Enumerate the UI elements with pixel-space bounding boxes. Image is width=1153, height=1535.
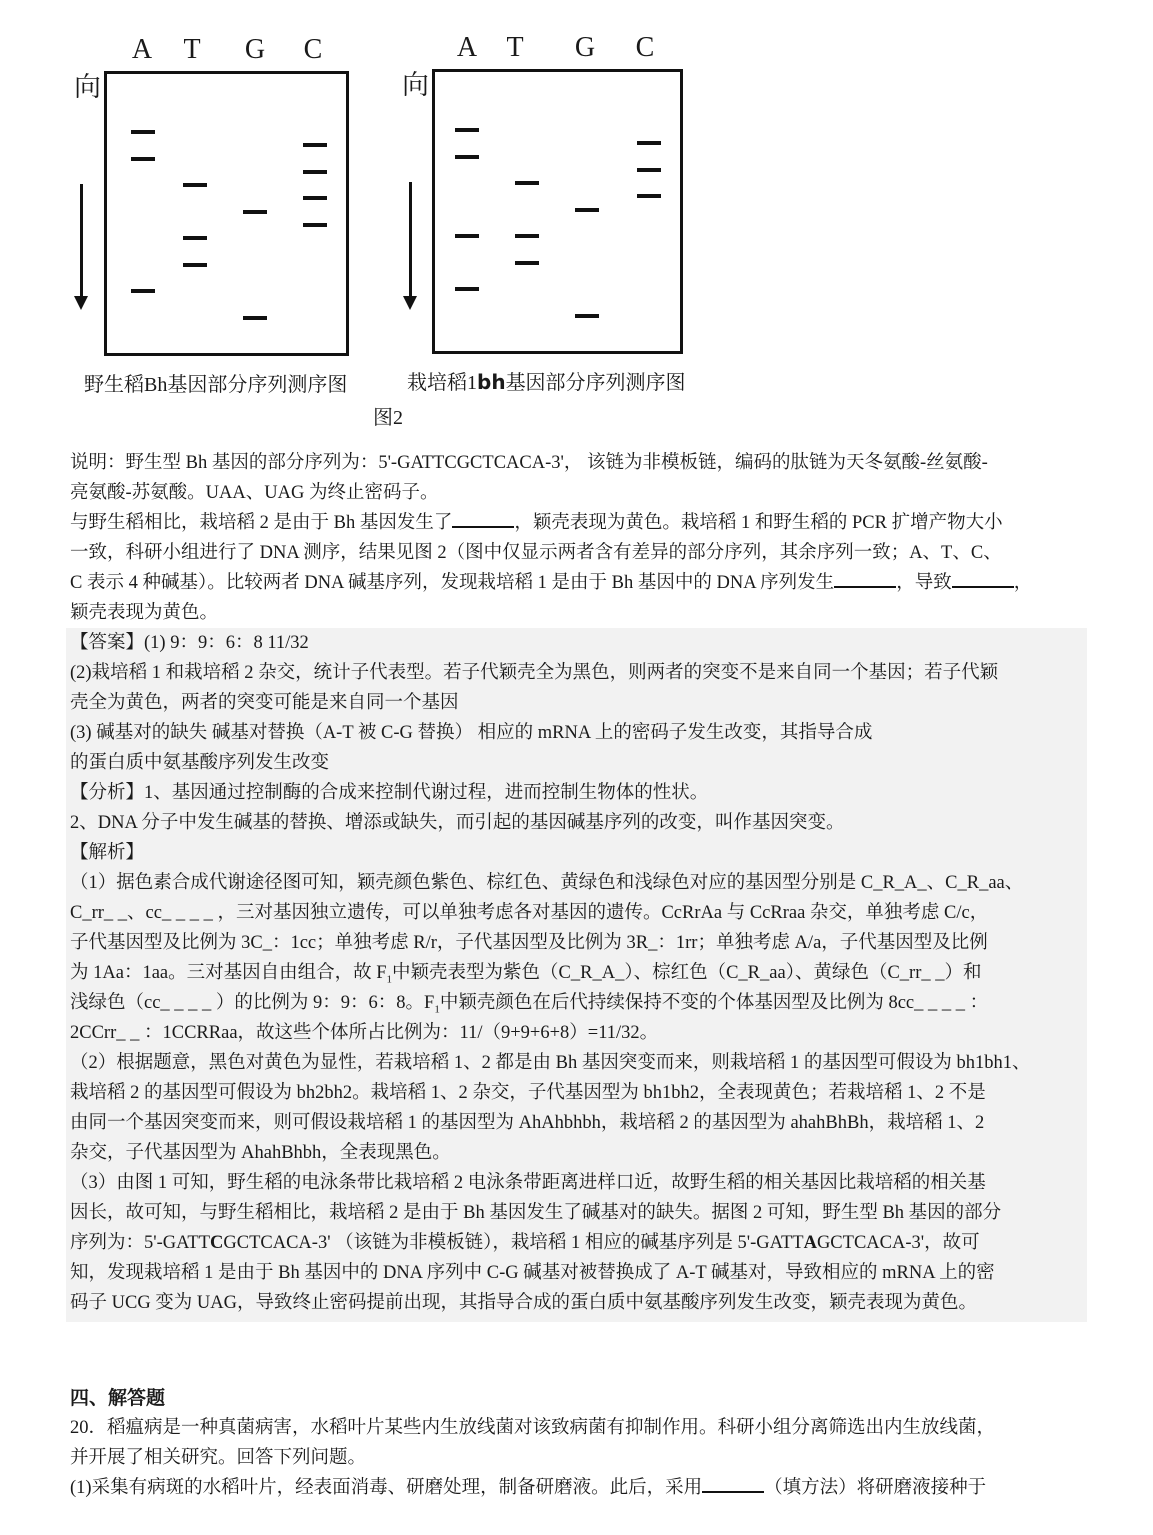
caption-suffix: 基因部分序列测序图 — [505, 372, 686, 394]
band-c — [637, 168, 661, 172]
explanation-text: 中颖壳颜色在后代持续保持不变的个体基因型及比例为 8cc_ _ _ _ ： — [439, 993, 989, 1013]
question-line — [70, 568, 1086, 598]
band-c — [303, 170, 327, 174]
explanation-line: 栽培稻 2 的基因型可假设为 bh2bh2。栽培稻 1、2 杂交，子代基因型为 bh1bh2，全表现黄色；若栽培稻 1、2 不是 — [70, 1083, 986, 1103]
band-c — [303, 223, 327, 227]
band-c — [303, 196, 327, 200]
band-a — [131, 157, 155, 161]
explanation-line: 2CCrr_ _ ：1CCRRaa，故这些个体所占比例为：11/（9+9+6+8）=11/32。 — [70, 1023, 659, 1043]
lane-label-a: A — [456, 32, 478, 63]
question-20 — [70, 1413, 1086, 1503]
description-line: 亮氨酸-苏氨酸。UAA、UAG 为终止密码子。 — [70, 483, 439, 503]
highlighted-base: A — [803, 1233, 817, 1253]
answer-line: 的蛋白质中氨基酸序列发生改变 — [70, 753, 330, 773]
explanation-line: 码子 UCG 变为 UAG，导致终止密码提前出现，其指导合成的蛋白质中氨基酸序列发生改变，颖壳表现为黄色。 — [70, 1293, 978, 1313]
band-g — [575, 314, 599, 318]
explanation-line: 子代基因型及比例为 3C_：1cc；单独考虑 R/r，子代基因型及比例为 3R_：1rr；单独考虑 A/a，子代基因型及比例 — [70, 933, 988, 953]
subscript: 1 — [386, 973, 393, 986]
explanation-line: 杂交，子代基因型为 AhahBhbh，全表现黑色。 — [70, 1143, 451, 1163]
direction-arrow-line — [80, 184, 83, 300]
band-t — [183, 263, 207, 267]
answer-line: 壳全为黄色，两者的突变可能是来自同一个基因 — [70, 693, 459, 713]
explanation-heading: 【解析】 — [70, 843, 145, 863]
lane-label-g: G — [574, 32, 596, 63]
band-a — [455, 155, 479, 159]
highlighted-base: C — [210, 1233, 224, 1253]
lane-label-a: A — [131, 34, 153, 65]
band-c — [637, 141, 661, 145]
lane-label-t: T — [506, 32, 524, 63]
question-line: 颖壳表现为黄色。 — [70, 603, 219, 623]
question-line: 一致，科研小组进行了 DNA 测序，结果见图 2（图中仅显示两者含有差异的部分序列，其余序列一致；A、T、C、 — [70, 543, 1002, 563]
question-line: 20．稻瘟病是一种真菌病害，水稻叶片某些内生放线菌对该致病菌有抑制作用。科研小组分离筛选出内生放线菌， — [70, 1418, 996, 1438]
description — [70, 448, 1086, 628]
band-t — [183, 236, 207, 240]
answer-line: (2)栽培稻 1 和栽培稻 2 杂交，统计子代表型。若子代颖壳全为黑色，则两者的突变不是来自同一个基因；若子代颖 — [70, 663, 999, 683]
gel-box — [104, 71, 349, 356]
explanation-text: 浅绿色（cc_ _ _ _ ）的比例为 9：9：6：8。F — [70, 993, 435, 1013]
question-text: ， — [1013, 573, 1033, 593]
explanation-text: GCTCACA-3'，故可 — [816, 1233, 980, 1253]
answer-line: (3) 碱基对的缺失 碱基对替换（A-T 被 C-G 替换） 相应的 mRNA 上的密码子发生改变，其指导合成 — [70, 723, 873, 743]
band-a — [455, 287, 479, 291]
caption-prefix: 野生稻 — [84, 374, 144, 396]
answer-blank[interactable] — [452, 508, 514, 528]
answer-blank[interactable] — [952, 568, 1014, 588]
description-line: 说明：野生型 Bh 基因的部分序列为：5'-GATTCGCTCACA-3'， 该链为非模板链，编码的肽链为天冬氨酸-丝氨酸- — [70, 453, 988, 473]
explanation-line: 知，发现栽培稻 1 是由于 Bh 基因中的 DNA 序列中 C-G 碱基对被替换成了 A-T 碱基对，导致相应的 mRNA 上的密 — [70, 1263, 995, 1283]
explanation-line: （2）根据题意，黑色对黄色为显性，若栽培稻 1、2 都是由 Bh 基因突变而来，则栽培稻 1 的基因型可假设为 bh1bh1、 — [70, 1053, 1031, 1073]
electrophoresis-direction-label: 向 — [70, 72, 100, 101]
explanation-line: （1）据色素合成代谢途径图可知，颖壳颜色紫色、棕红色、黄绿色和浅绿色对应的基因型分别是 C_R_A_、C_R_aa、 — [70, 873, 1024, 893]
analysis-line: 2、DNA 分子中发生碱基的替换、增添或缺失，而引起的基因碱基序列的改变，叫作基因突变。 — [70, 813, 845, 833]
explanation-text: 序列为：5'-GATT — [70, 1233, 211, 1253]
question-text: ，颖壳表现为黄色。栽培稻 1 和野生稻的 PCR 扩增产物大小 — [514, 513, 1003, 533]
subscript: 1 — [434, 1003, 440, 1016]
explanation-text: GCTCACA-3' （该链为非模板链），栽培稻 1 相应的碱基序列是 5'-GATT — [223, 1233, 804, 1253]
explanation-line — [70, 958, 1086, 988]
question-text: （填方法）将研磨液接种于 — [764, 1478, 987, 1498]
caption-suffix: 基因部分序列测序图 — [167, 374, 348, 396]
answer-blank[interactable] — [834, 568, 896, 588]
caption-gene: Bh — [144, 374, 168, 396]
explanation-text: 中颖壳表型为紫色（C_R_A_）、棕红色（C_R_aa）、黄绿色（C_rr_ _）和 — [392, 963, 982, 983]
explanation-line — [70, 1228, 1086, 1258]
band-g — [243, 316, 267, 320]
direction-arrow-line — [409, 182, 412, 300]
question-text: C 表示 4 种碱基）。比较两者 DNA 碱基序列，发现栽培稻 1 是由于 Bh 基因中的 DNA 序列发生 — [70, 573, 835, 593]
answer-blank[interactable] — [702, 1473, 764, 1493]
question-text: 与野生稻相比，栽培稻 2 是由于 Bh 基因发生了 — [70, 513, 453, 533]
explanation-line: C_rr_ _、cc_ _ _ _ ，三对基因独立遗传，可以单独考虑各对基因的遗传。CcRrAa 与 CcRraa 杂交，单独考虑 C/c， — [70, 903, 989, 923]
explanation-line: 因长，故可知，与野生稻相比，栽培稻 2 是由于 Bh 基因发生了碱基对的缺失。据图 2 可知，野生型 Bh 基因的部分 — [70, 1203, 1002, 1223]
band-a — [455, 234, 479, 238]
band-c — [637, 194, 661, 198]
explanation-line: （3）由图 1 可知，野生稻的电泳条带比栽培稻 2 电泳条带距离进样口近，故野生稻的相关基因比栽培稻的相关基 — [70, 1173, 986, 1193]
explanation-line: 由同一个基因突变而来，则可假设栽培稻 1 的基因型为 AhAhbhbh，栽培稻 2 的基因型为 ahahBhBh，栽培稻 1、2 — [70, 1113, 985, 1133]
band-a — [131, 130, 155, 134]
gel-box — [432, 69, 683, 354]
lane-label-g: G — [244, 34, 266, 65]
band-t — [515, 261, 539, 265]
electrophoresis-direction-label: 向 — [398, 70, 428, 99]
section-title: 四、解答题 — [70, 1387, 166, 1409]
question-line: 并开展了相关研究。回答下列问题。 — [70, 1448, 367, 1468]
figure-label: 图2 — [373, 407, 403, 429]
caption-prefix: 栽培稻1 — [407, 372, 477, 394]
band-t — [183, 183, 207, 187]
band-c — [303, 143, 327, 147]
gel-caption — [84, 368, 347, 397]
question-line — [70, 508, 1086, 538]
band-g — [575, 208, 599, 212]
band-a — [455, 128, 479, 132]
band-g — [243, 210, 267, 214]
explanation-text: 为 1Aa：1aa。三对基因自由组合，故 F — [70, 963, 387, 983]
question-text: (1)采集有病斑的水稻叶片，经表面消毒、研磨处理，制备研磨液。此后，采用 — [70, 1478, 703, 1498]
gel-caption — [407, 366, 686, 395]
answer-line: 【答案】(1) 9：9：6：8 11/32 — [70, 633, 309, 653]
band-a — [131, 289, 155, 293]
lane-label-c: C — [303, 34, 323, 65]
explanation-line — [70, 988, 1086, 1018]
direction-arrow-icon — [74, 296, 88, 310]
lane-label-t: T — [183, 34, 201, 65]
analysis-line: 【分析】1、基因通过控制酶的合成来控制代谢过程，进而控制生物体的性状。 — [70, 783, 709, 803]
band-t — [515, 234, 539, 238]
direction-arrow-icon — [403, 296, 417, 310]
band-t — [515, 181, 539, 185]
caption-gene: bh — [477, 370, 506, 394]
question-text: ，导致 — [896, 573, 952, 593]
lane-label-c: C — [635, 32, 655, 63]
answer-section — [70, 628, 1086, 1318]
question-line — [70, 1473, 1086, 1503]
